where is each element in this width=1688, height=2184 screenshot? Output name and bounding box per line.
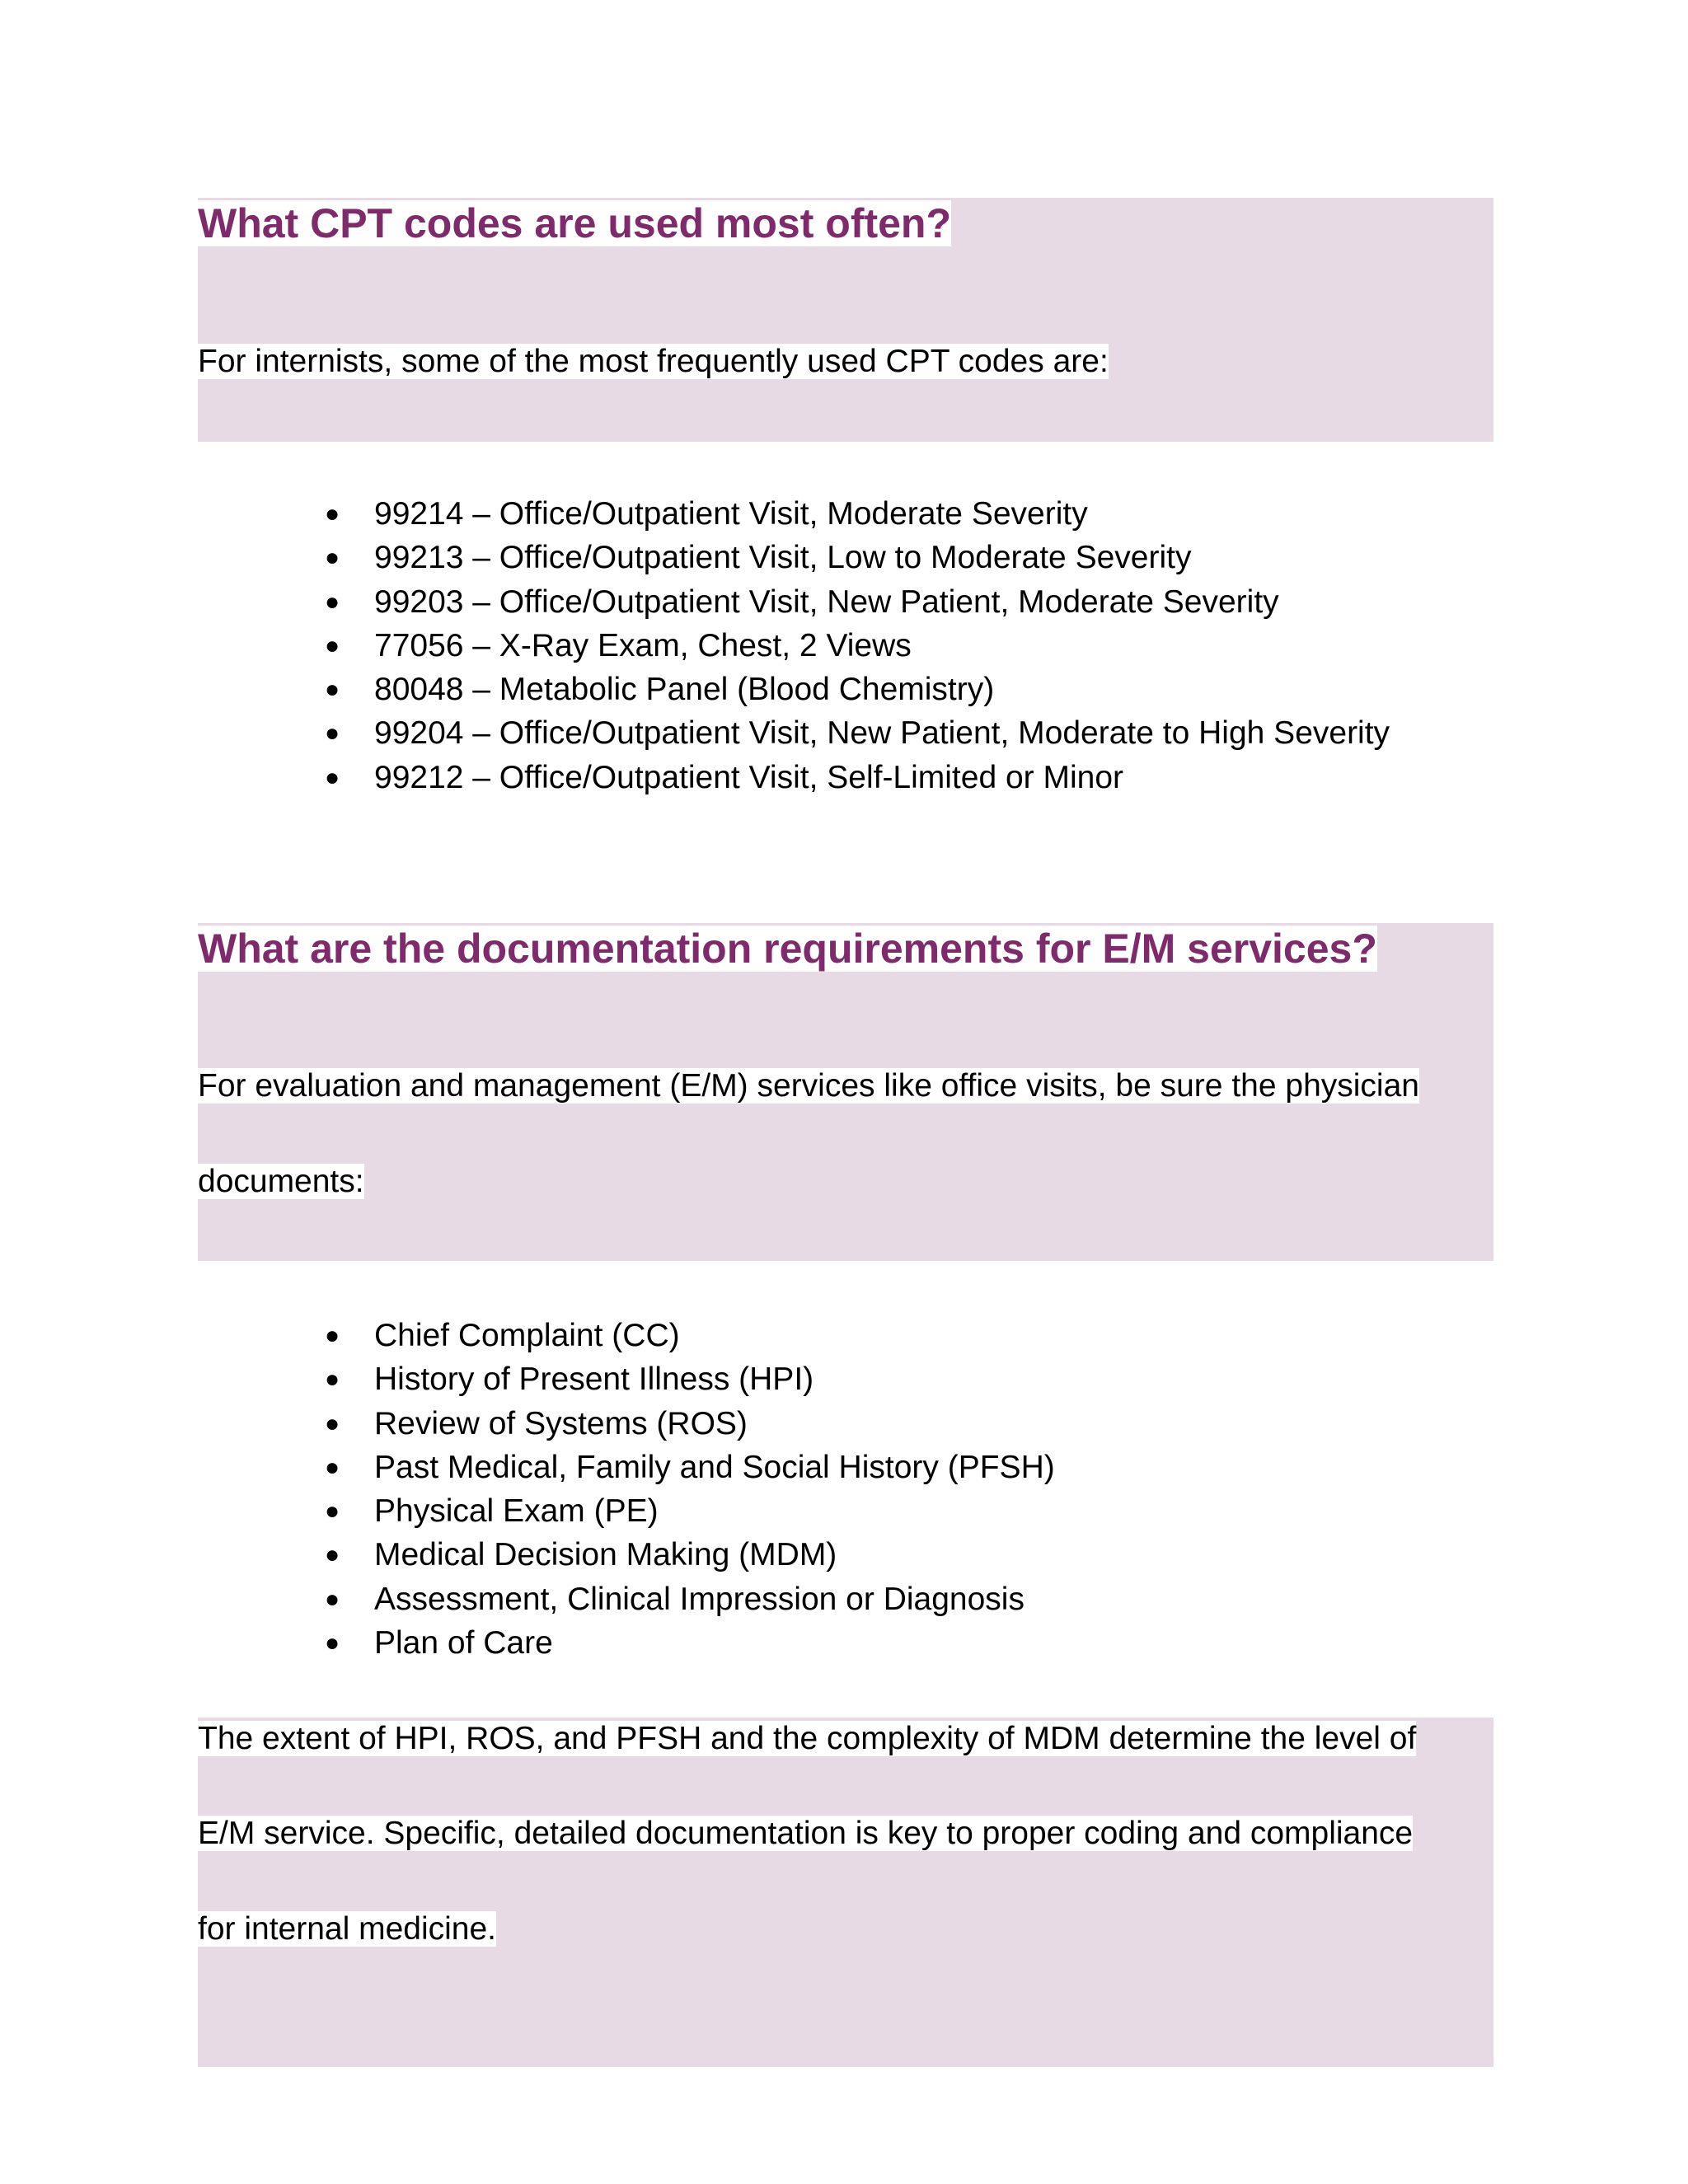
list-item: ● 99214 – Office/Outpatient Visit, Moderate Severity <box>325 492 1390 536</box>
closing-line-2: E/M service. Specific, detailed documentation is key to proper coding and compliance <box>198 1816 1414 1851</box>
closing-line-3: for internal medicine. <box>198 1911 497 1947</box>
list-item: ● Past Medical, Family and Social History (PFSH) <box>325 1446 1055 1489</box>
list-item: ● Chief Complaint (CC) <box>325 1314 1055 1357</box>
bullet-icon: ● <box>325 1585 340 1613</box>
list-item: ● 80048 – Metabolic Panel (Blood Chemistry) <box>325 668 1390 711</box>
bullet-icon: ● <box>325 1497 340 1526</box>
list-item: ● Assessment, Clinical Impression or Diagnosis <box>325 1577 1055 1621</box>
bullet-icon: ● <box>325 1453 340 1481</box>
list-item: ● History of Present Illness (HPI) <box>325 1357 1055 1401</box>
bullet-icon: ● <box>325 676 340 704</box>
list-item: ● Medical Decision Making (MDM) <box>325 1533 1055 1577</box>
bullet-icon: ● <box>325 500 340 527</box>
section-2-intro-line-2: documents: <box>198 1164 364 1199</box>
bullet-icon: ● <box>325 1409 340 1437</box>
section-1-heading: What CPT codes are used most often? <box>198 200 952 246</box>
bullet-icon: ● <box>325 1541 340 1569</box>
closing-line-1: The extent of HPI, ROS, and PFSH and the complexity of MDM determine the level of <box>198 1721 1417 1756</box>
list-item: ● Physical Exam (PE) <box>325 1489 1055 1533</box>
bullet-icon: ● <box>325 1366 340 1394</box>
list-item: ● Plan of Care <box>325 1621 1055 1665</box>
list-item: ● 99212 – Office/Outpatient Visit, Self-Limited or Minor <box>325 756 1390 799</box>
bullet-icon: ● <box>325 1629 340 1657</box>
list-item: ● 99203 – Office/Outpatient Visit, New Patient, Moderate Severity <box>325 580 1390 624</box>
list-item: ● 99213 – Office/Outpatient Visit, Low to Moderate Severity <box>325 536 1390 579</box>
bullet-icon: ● <box>325 763 340 791</box>
bullet-icon: ● <box>325 719 340 748</box>
section-2-heading: What are the documentation requirements for E/M services? <box>198 926 1377 972</box>
bullet-icon: ● <box>325 631 340 659</box>
list-item: ● 99204 – Office/Outpatient Visit, New Patient, Moderate to High Severity <box>325 711 1390 755</box>
list-item: ● Review of Systems (ROS) <box>325 1402 1055 1446</box>
cpt-code-list <box>325 492 1390 799</box>
list-item: ● 77056 – X-Ray Exam, Chest, 2 Views <box>325 624 1390 668</box>
documentation-requirements-list <box>325 1314 1055 1665</box>
section-2-intro-line-1: For evaluation and management (E/M) services like office visits, be sure the physician <box>198 1068 1419 1104</box>
bullet-icon: ● <box>325 1322 340 1349</box>
highlight-block-closing <box>198 1718 1493 2067</box>
bullet-icon: ● <box>325 544 340 572</box>
section-1-intro: For internists, some of the most frequently used CPT codes are: <box>198 344 1109 379</box>
bullet-icon: ● <box>325 588 340 616</box>
